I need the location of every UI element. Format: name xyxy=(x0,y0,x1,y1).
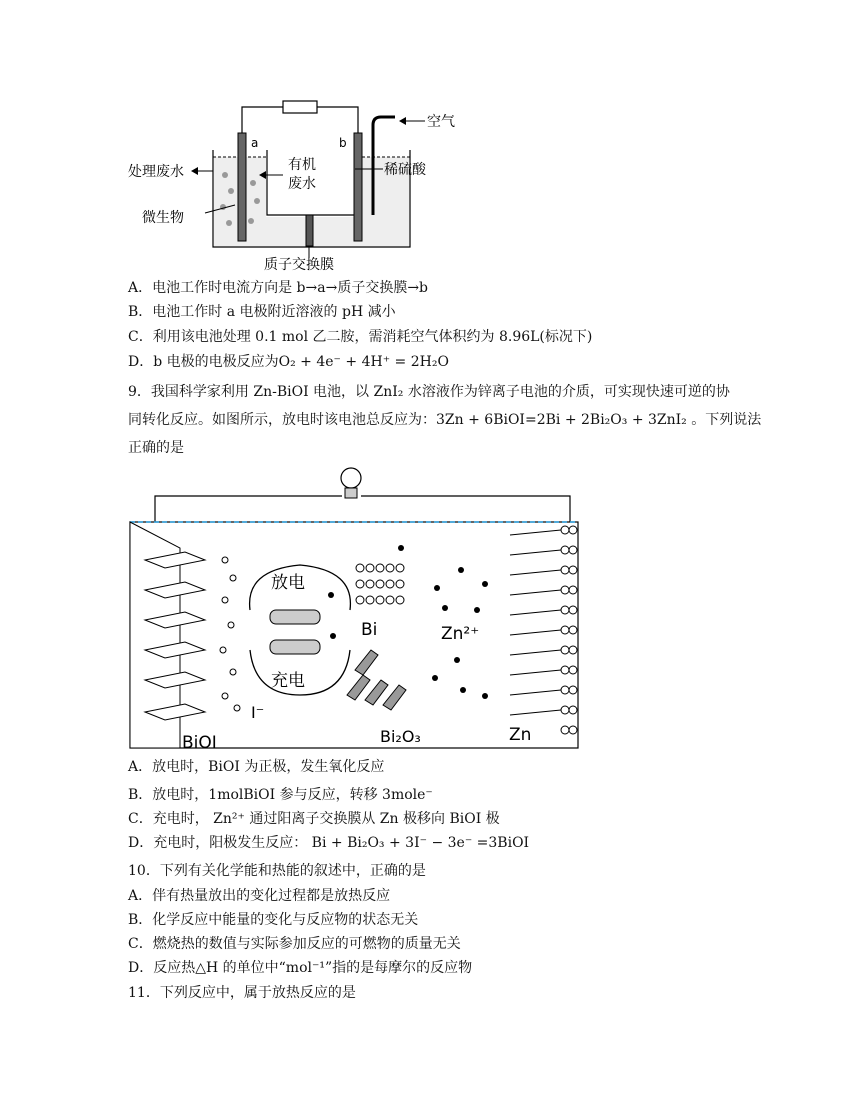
q9-stem-line3: 正确的是 xyxy=(128,440,184,456)
q9-option-d: D．充电时，阳极发生反应： Bi + Bi₂O₃ + 3I⁻ − 3e⁻ =3BiOI xyxy=(128,835,530,851)
zn-bioi-battery-diagram xyxy=(125,460,585,755)
q8-option-b: B．电池工作时 a 电极附近溶液的 pH 减小 xyxy=(128,304,396,320)
label-sulfuric: 稀硫酸 xyxy=(384,162,426,178)
label-zn2plus: Zn²⁺ xyxy=(441,624,480,644)
label-discharge: 放电 xyxy=(271,573,305,593)
q9-option-a: A．放电时，BiOI 为正极，发生氧化反应 xyxy=(128,759,385,775)
q10-stem: 10．下列有关化学能和热能的叙述中，正确的是 xyxy=(128,863,426,879)
q8-option-c: C．利用该电池处理 0.1 mol 乙二胺，需消耗空气体积约为 8.96L(标况下) xyxy=(128,329,593,345)
label-treated-water: 处理废水 xyxy=(128,164,184,180)
q8-option-d xyxy=(128,352,449,372)
label-waste: 废水 xyxy=(288,176,316,192)
q10-option-a: A．伴有热量放出的变化过程都是放热反应 xyxy=(128,888,391,904)
label-air: 空气 xyxy=(427,114,455,130)
q9-option-c: C．充电时， Zn²⁺ 通过阳离子交换膜从 Zn 极移向 BiOI 极 xyxy=(128,811,500,827)
q10-option-b: B．化学反应中能量的变化与反应物的状态无关 xyxy=(128,912,419,928)
label-bi2o3: Bi₂O₃ xyxy=(380,727,421,746)
label-b: b xyxy=(339,136,347,150)
q11-stem: 11．下列反应中，属于放热反应的是 xyxy=(128,985,356,1001)
q10-option-d: D．反应热△H 的单位中“mol⁻¹”指的是每摩尔的反应物 xyxy=(128,960,473,976)
label-a: a xyxy=(251,136,259,150)
q8-option-d-eq: O₂ + 4e⁻ + 4H⁺ = 2H₂O xyxy=(278,354,449,370)
fuel-cell-diagram xyxy=(125,95,465,275)
label-zn: Zn xyxy=(509,725,532,745)
label-iodide: I⁻ xyxy=(251,703,265,722)
label-membrane: 质子交换膜 xyxy=(264,257,334,273)
q10-option-c: C．燃烧热的数值与实际参加反应的可燃物的质量无关 xyxy=(128,936,461,952)
q8-option-d-text: D．b 电极的电极反应为 xyxy=(128,354,279,370)
label-bi: Bi xyxy=(361,620,378,640)
label-charge: 充电 xyxy=(271,671,305,691)
q9-option-b: B．放电时，1molBiOI 参与反应，转移 3mole⁻ xyxy=(128,787,433,803)
label-microbe: 微生物 xyxy=(142,210,184,226)
label-bioi: BiOI xyxy=(182,733,217,753)
q9-stem-line1: 9．我国科学家利用 Zn-BiOI 电池，以 ZnI₂ 水溶液作为锌离子电池的介质，可实现快速可逆的协 xyxy=(128,384,730,400)
label-organic: 有机 xyxy=(288,157,316,173)
q8-option-a: A．电池工作时电流方向是 b→a→质子交换膜→b xyxy=(128,280,429,296)
q9-stem-line2: 同转化反应。如图所示，放电时该电池总反应为：3Zn + 6BiOI=2Bi + 2Bi₂O₃ + 3ZnI₂ 。下列说法 xyxy=(128,412,762,428)
